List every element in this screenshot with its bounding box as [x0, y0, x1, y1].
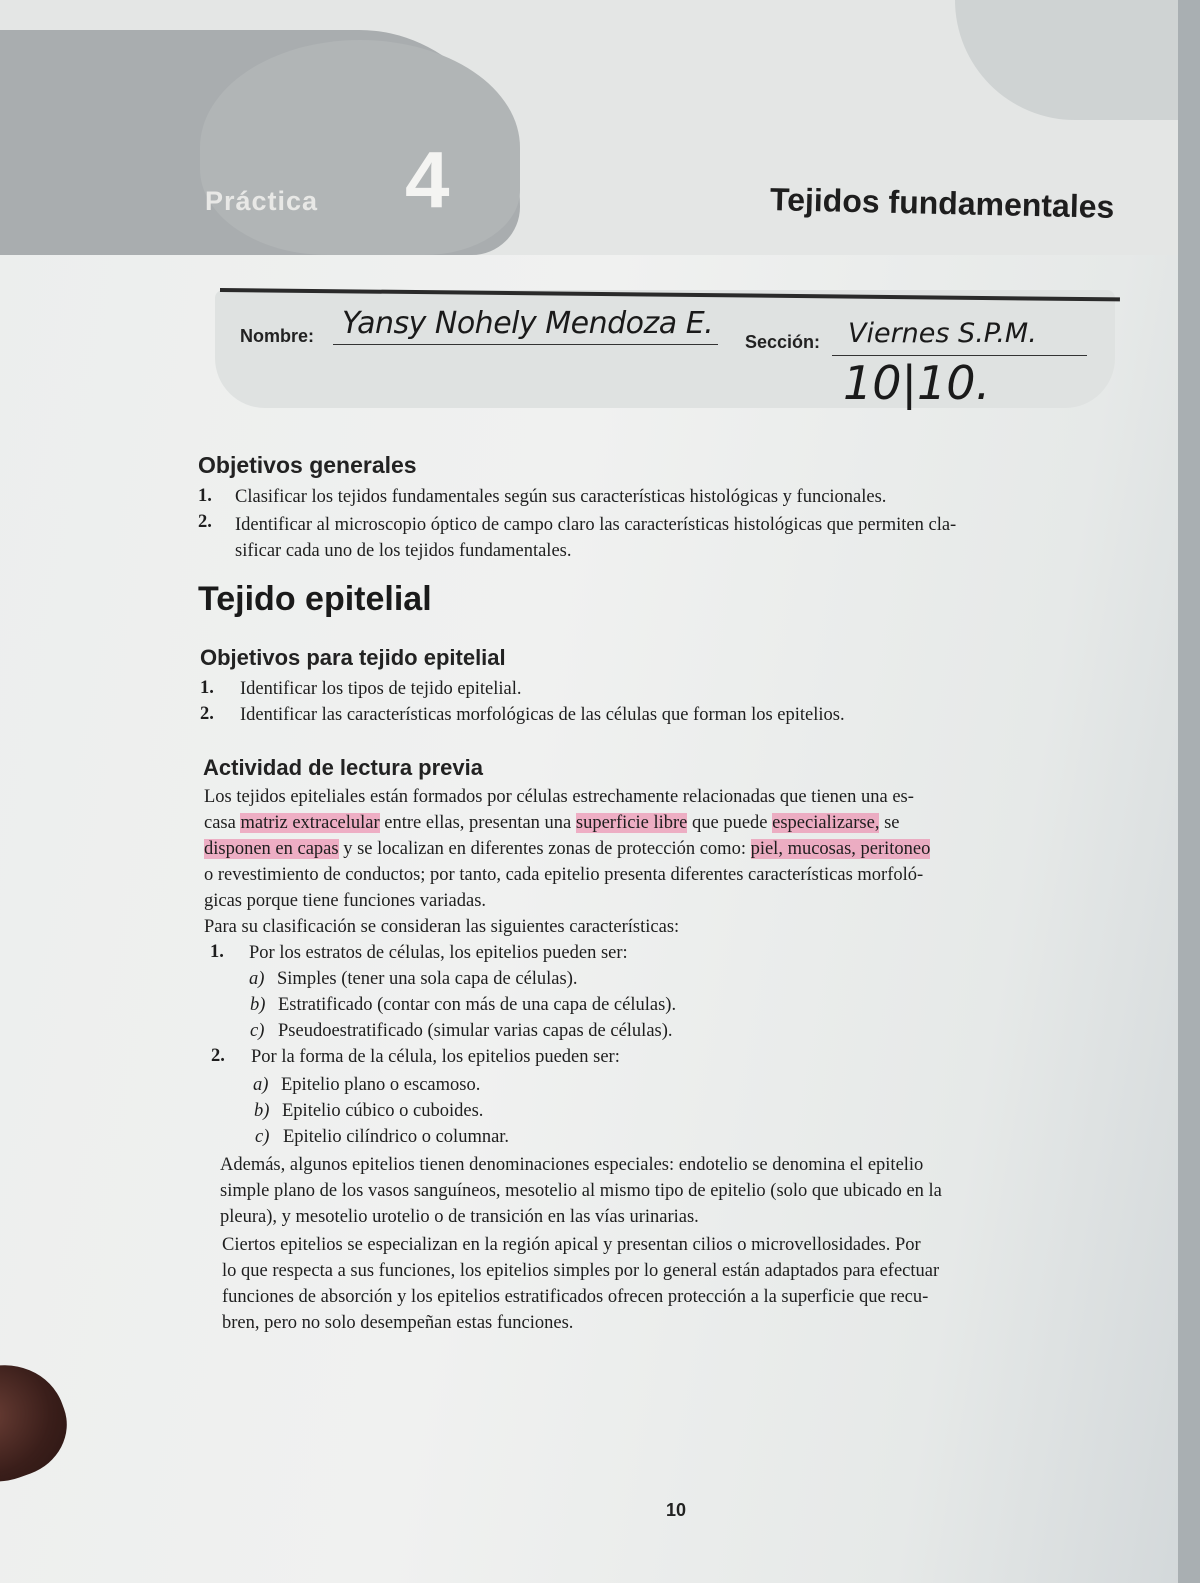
page-number: 10 — [666, 1500, 687, 1520]
seccion-value: Viernes S.P.M. — [848, 318, 1037, 349]
objetivo-epitelial-num: 1. — [200, 678, 214, 698]
highlight-piel: piel, mucosas, peritoneo — [750, 839, 931, 859]
tejido-epitelial-heading: Tejido epitelial — [198, 580, 432, 618]
sub-letter: a) — [249, 969, 265, 989]
sub-letter: b) — [250, 995, 266, 1015]
paragraph-line: disponen en capas y se localizan en diferentes zonas de protección como: piel, mucosas, peritoneo — [204, 839, 931, 859]
paragraph-line: bren, pero no solo desempeñan estas funciones. — [222, 1313, 574, 1333]
grade: 10|10. — [843, 356, 991, 410]
nombre-label: Nombre: — [240, 326, 315, 346]
sub-letter: c) — [250, 1021, 265, 1041]
paragraph-line: gicas porque tiene funciones variadas. — [204, 891, 487, 911]
objetivos-epitelial-heading: Objetivos para tejido epitelial — [200, 645, 506, 670]
practica-label: Práctica — [205, 186, 319, 216]
seccion-label: Sección: — [745, 332, 821, 352]
actividad-heading: Actividad de lectura previa — [203, 755, 483, 780]
list-text: Por la forma de la célula, los epitelios pueden ser: — [251, 1047, 620, 1067]
objetivo-epitelial-num: 2. — [200, 704, 214, 724]
binder-edge — [1178, 0, 1200, 1583]
objetivo-general-text: sificar cada uno de los tejidos fundamentales. — [235, 541, 572, 561]
objetivo-epitelial-text: Identificar las características morfológicas de las células que forman los epitelios. — [240, 705, 845, 725]
highlight-capas: disponen en capas — [204, 839, 339, 859]
paragraph-line: casa matriz extracelular entre ellas, presentan una superficie libre que puede especializarse, se — [204, 813, 900, 833]
highlight-especializarse: especializarse, — [772, 813, 880, 833]
paragraph-line: lo que respecta a sus funciones, los epitelios simples por lo general están adaptados para efectuar — [222, 1261, 940, 1281]
list-num: 2. — [211, 1046, 225, 1066]
nombre-line — [333, 344, 718, 345]
sub-text: Simples (tener una sola capa de células). — [277, 969, 578, 989]
chapter-title: Tejidos fundamentales — [769, 181, 1115, 225]
paragraph-line: Ciertos epitelios se especializan en la región apical y presentan cilios o microvellosidades. Por — [222, 1235, 921, 1255]
objetivo-general-text: Clasificar los tejidos fundamentales según sus características histológicas y funcionales. — [235, 487, 887, 507]
sub-text: Epitelio plano o escamoso. — [281, 1075, 481, 1095]
paragraph-line: o revestimiento de conductos; por tanto, cada epitelio presenta diferentes características morfoló- — [204, 865, 924, 885]
sub-letter: c) — [255, 1127, 270, 1147]
objetivos-generales-heading: Objetivos generales — [198, 452, 417, 478]
highlight-matriz: matriz extracelular — [240, 813, 380, 833]
paragraph-line: pleura), y mesotelio urotelio o de transición en las vías urinarias. — [220, 1207, 699, 1227]
objetivo-general-text: Identificar al microscopio óptico de campo claro las características histológicas que permiten cla- — [235, 515, 957, 535]
objetivo-general-num: 2. — [198, 512, 212, 532]
sub-text: Estratificado (contar con más de una capa de células). — [278, 995, 677, 1015]
paragraph-line: Además, algunos epitelios tienen denominaciones especiales: endotelio se denomina el epitelio — [220, 1155, 924, 1175]
header-blob-decoration-2 — [200, 40, 520, 255]
objetivo-general-num: 1. — [198, 486, 212, 506]
sub-letter: a) — [253, 1075, 269, 1095]
paragraph-line: simple plano de los vasos sanguíneos, mesotelio al mismo tipo de epitelio (solo que ubicado en la — [220, 1181, 942, 1201]
sub-text: Epitelio cilíndrico o columnar. — [283, 1127, 510, 1147]
objetivo-epitelial-text: Identificar los tipos de tejido epitelial. — [240, 679, 522, 699]
paragraph-line: funciones de absorción y los epitelios estratificados ofrecen protección a la superficie que recu- — [222, 1287, 929, 1307]
sub-text: Pseudoestratificado (simular varias capas de células). — [278, 1021, 673, 1041]
practica-number: 4 — [405, 135, 450, 224]
nombre-value: Yansy Nohely Mendoza E. — [342, 306, 714, 341]
sub-text: Epitelio cúbico o cuboides. — [282, 1101, 484, 1121]
paragraph-line: Para su clasificación se consideran las siguientes características: — [204, 917, 680, 937]
list-num: 1. — [210, 942, 224, 962]
highlight-superficie: superficie libre — [575, 813, 688, 833]
list-text: Por los estratos de células, los epitelios pueden ser: — [249, 943, 628, 963]
paragraph-line: Los tejidos epiteliales están formados por células estrechamente relacionadas que tienen una es- — [204, 787, 914, 807]
thumb-photo-artifact — [0, 1347, 81, 1498]
sub-letter: b) — [254, 1101, 270, 1121]
